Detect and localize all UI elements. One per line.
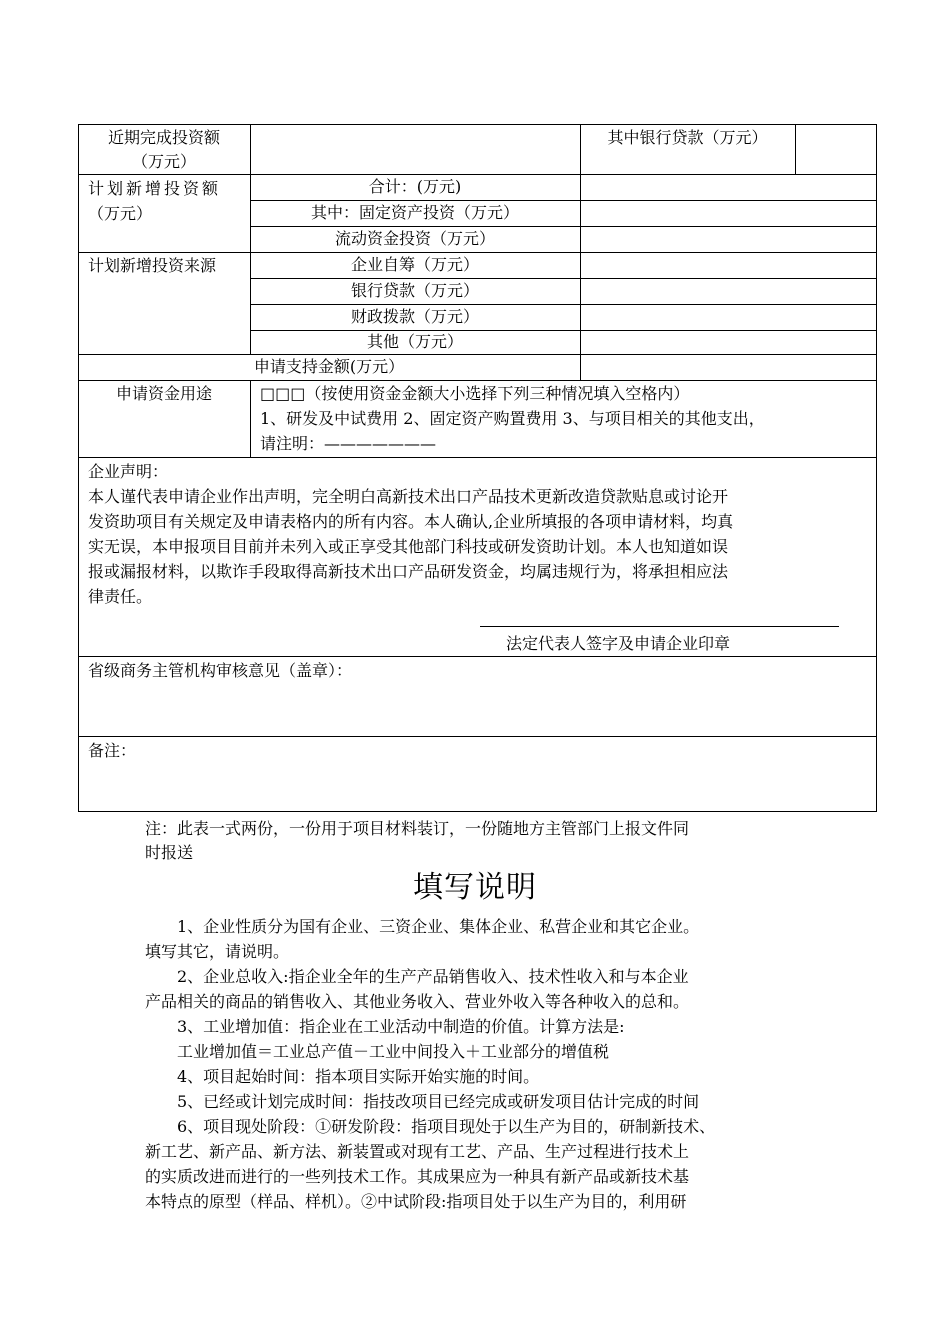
fixed-asset-investment-label: 其中：固定资产投资（万元） — [310, 203, 519, 222]
column-divider — [795, 124, 796, 174]
declaration-line: 本人谨代表申请企业作出声明，完全明白高新技术出口产品技术更新改造贷款贴息或讨论开 — [88, 487, 729, 506]
table-border-left — [78, 124, 79, 812]
instruction-line: 1、企业性质分为国有企业、三资企业、集体企业、私营企业和其它企业。 — [177, 917, 700, 936]
column-divider — [250, 380, 251, 457]
bank-loan-label: 银行贷款（万元） — [350, 281, 479, 300]
planned-new-investment-label: 计划新增投资额 — [88, 179, 222, 198]
note-line: 注：此表一式两份，一份用于项目材料装订，一份随地方主管部门上报文件同 — [145, 819, 690, 838]
fund-usage-instruction: □□□（按使用资金金额大小选择下列三种情况填入空格内） — [260, 384, 690, 403]
instruction-line: 2、企业总收入:指企业全年的生产产品销售收入、技术性收入和与本企业 — [177, 967, 689, 986]
bank-loan-of-which-label: 其中银行贷款（万元） — [607, 128, 768, 147]
column-divider — [580, 124, 581, 380]
declaration-title: 企业声明： — [88, 462, 169, 481]
recent-investment-unit: （万元） — [131, 152, 196, 171]
remarks-label: 备注： — [88, 741, 137, 760]
instructions-title: 填写说明 — [413, 870, 537, 905]
fund-usage-label: 申请资金用途 — [115, 384, 212, 403]
recent-investment-label: 近期完成投资额 — [107, 128, 220, 147]
instruction-line: 4、项目起始时间：指本项目实际开始实施的时间。 — [177, 1067, 540, 1086]
row-divider — [78, 457, 877, 458]
application-form-table — [78, 124, 877, 812]
table-border-right — [876, 124, 877, 812]
fiscal-allocation-label: 财政拨款（万元） — [350, 307, 479, 326]
instruction-line: 的实质改进而进行的一些列技术工作。其成果应为一种具有新产品或新技术基 — [145, 1167, 690, 1186]
declaration-line: 律责任。 — [88, 587, 153, 606]
other-label: 其他（万元） — [366, 332, 463, 351]
instruction-line: 填写其它，请说明。 — [145, 942, 290, 961]
working-capital-label: 流动资金投资（万元） — [334, 229, 495, 248]
instruction-line: 5、已经或计划完成时间：指技改项目已经完成或研发项目估计完成的时间 — [177, 1092, 700, 1111]
review-opinion-label: 省级商务主管机构审核意见（盖章）： — [88, 661, 353, 680]
instruction-line: 3、工业增加值：指企业在工业活动中制造的价值。计算方法是: — [177, 1017, 625, 1036]
note-line: 时报送 — [145, 843, 194, 862]
investment-source-label: 计划新增投资来源 — [88, 256, 217, 275]
total-label: 合计：(万元) — [368, 177, 462, 196]
instruction-line: 6、项目现处阶段：①研发阶段：指项目现处于以生产为目的，研制新技术、 — [177, 1117, 716, 1136]
signature-label: 法定代表人签字及申请企业印章 — [506, 634, 731, 653]
signature-line — [480, 626, 839, 627]
fund-usage-note: 请注明：——————— — [260, 434, 437, 453]
row-divider — [78, 656, 877, 657]
instruction-line: 本特点的原型（样品、样机）。②中试阶段:指项目处于以生产为目的，利用研 — [145, 1192, 687, 1211]
planned-new-investment-unit: （万元） — [88, 204, 153, 223]
fund-usage-options: 1、研发及中试费用 2、固定资产购置费用 3、与项目相关的其他支出， — [260, 409, 765, 428]
instruction-line: 新工艺、新产品、新方法、新装置或对现有工艺、产品、生产过程进行技术上 — [145, 1142, 690, 1161]
self-raised-label: 企业自筹（万元） — [350, 255, 479, 274]
support-amount-label: 申请支持金额(万元） — [253, 357, 405, 376]
declaration-line: 报或漏报材料，以欺诈手段取得高新技术出口产品研发资金，均属违规行为，将承担相应法 — [88, 562, 729, 581]
row-divider — [78, 736, 877, 737]
instruction-line: 产品相关的商品的销售收入、其他业务收入、营业外收入等各种收入的总和。 — [145, 992, 690, 1011]
instruction-line: 工业增加值＝工业总产值－工业中间投入＋工业部分的增值税 — [177, 1042, 610, 1061]
declaration-line: 发资助项目有关规定及申请表格内的所有内容。本人确认,企业所填报的各项申请材料，均真 — [88, 512, 734, 531]
table-border-bottom — [78, 811, 877, 812]
declaration-line: 实无误，本申报项目目前并未列入或正享受其他部门科技或研发资助计划。本人也知道如误 — [88, 537, 729, 556]
